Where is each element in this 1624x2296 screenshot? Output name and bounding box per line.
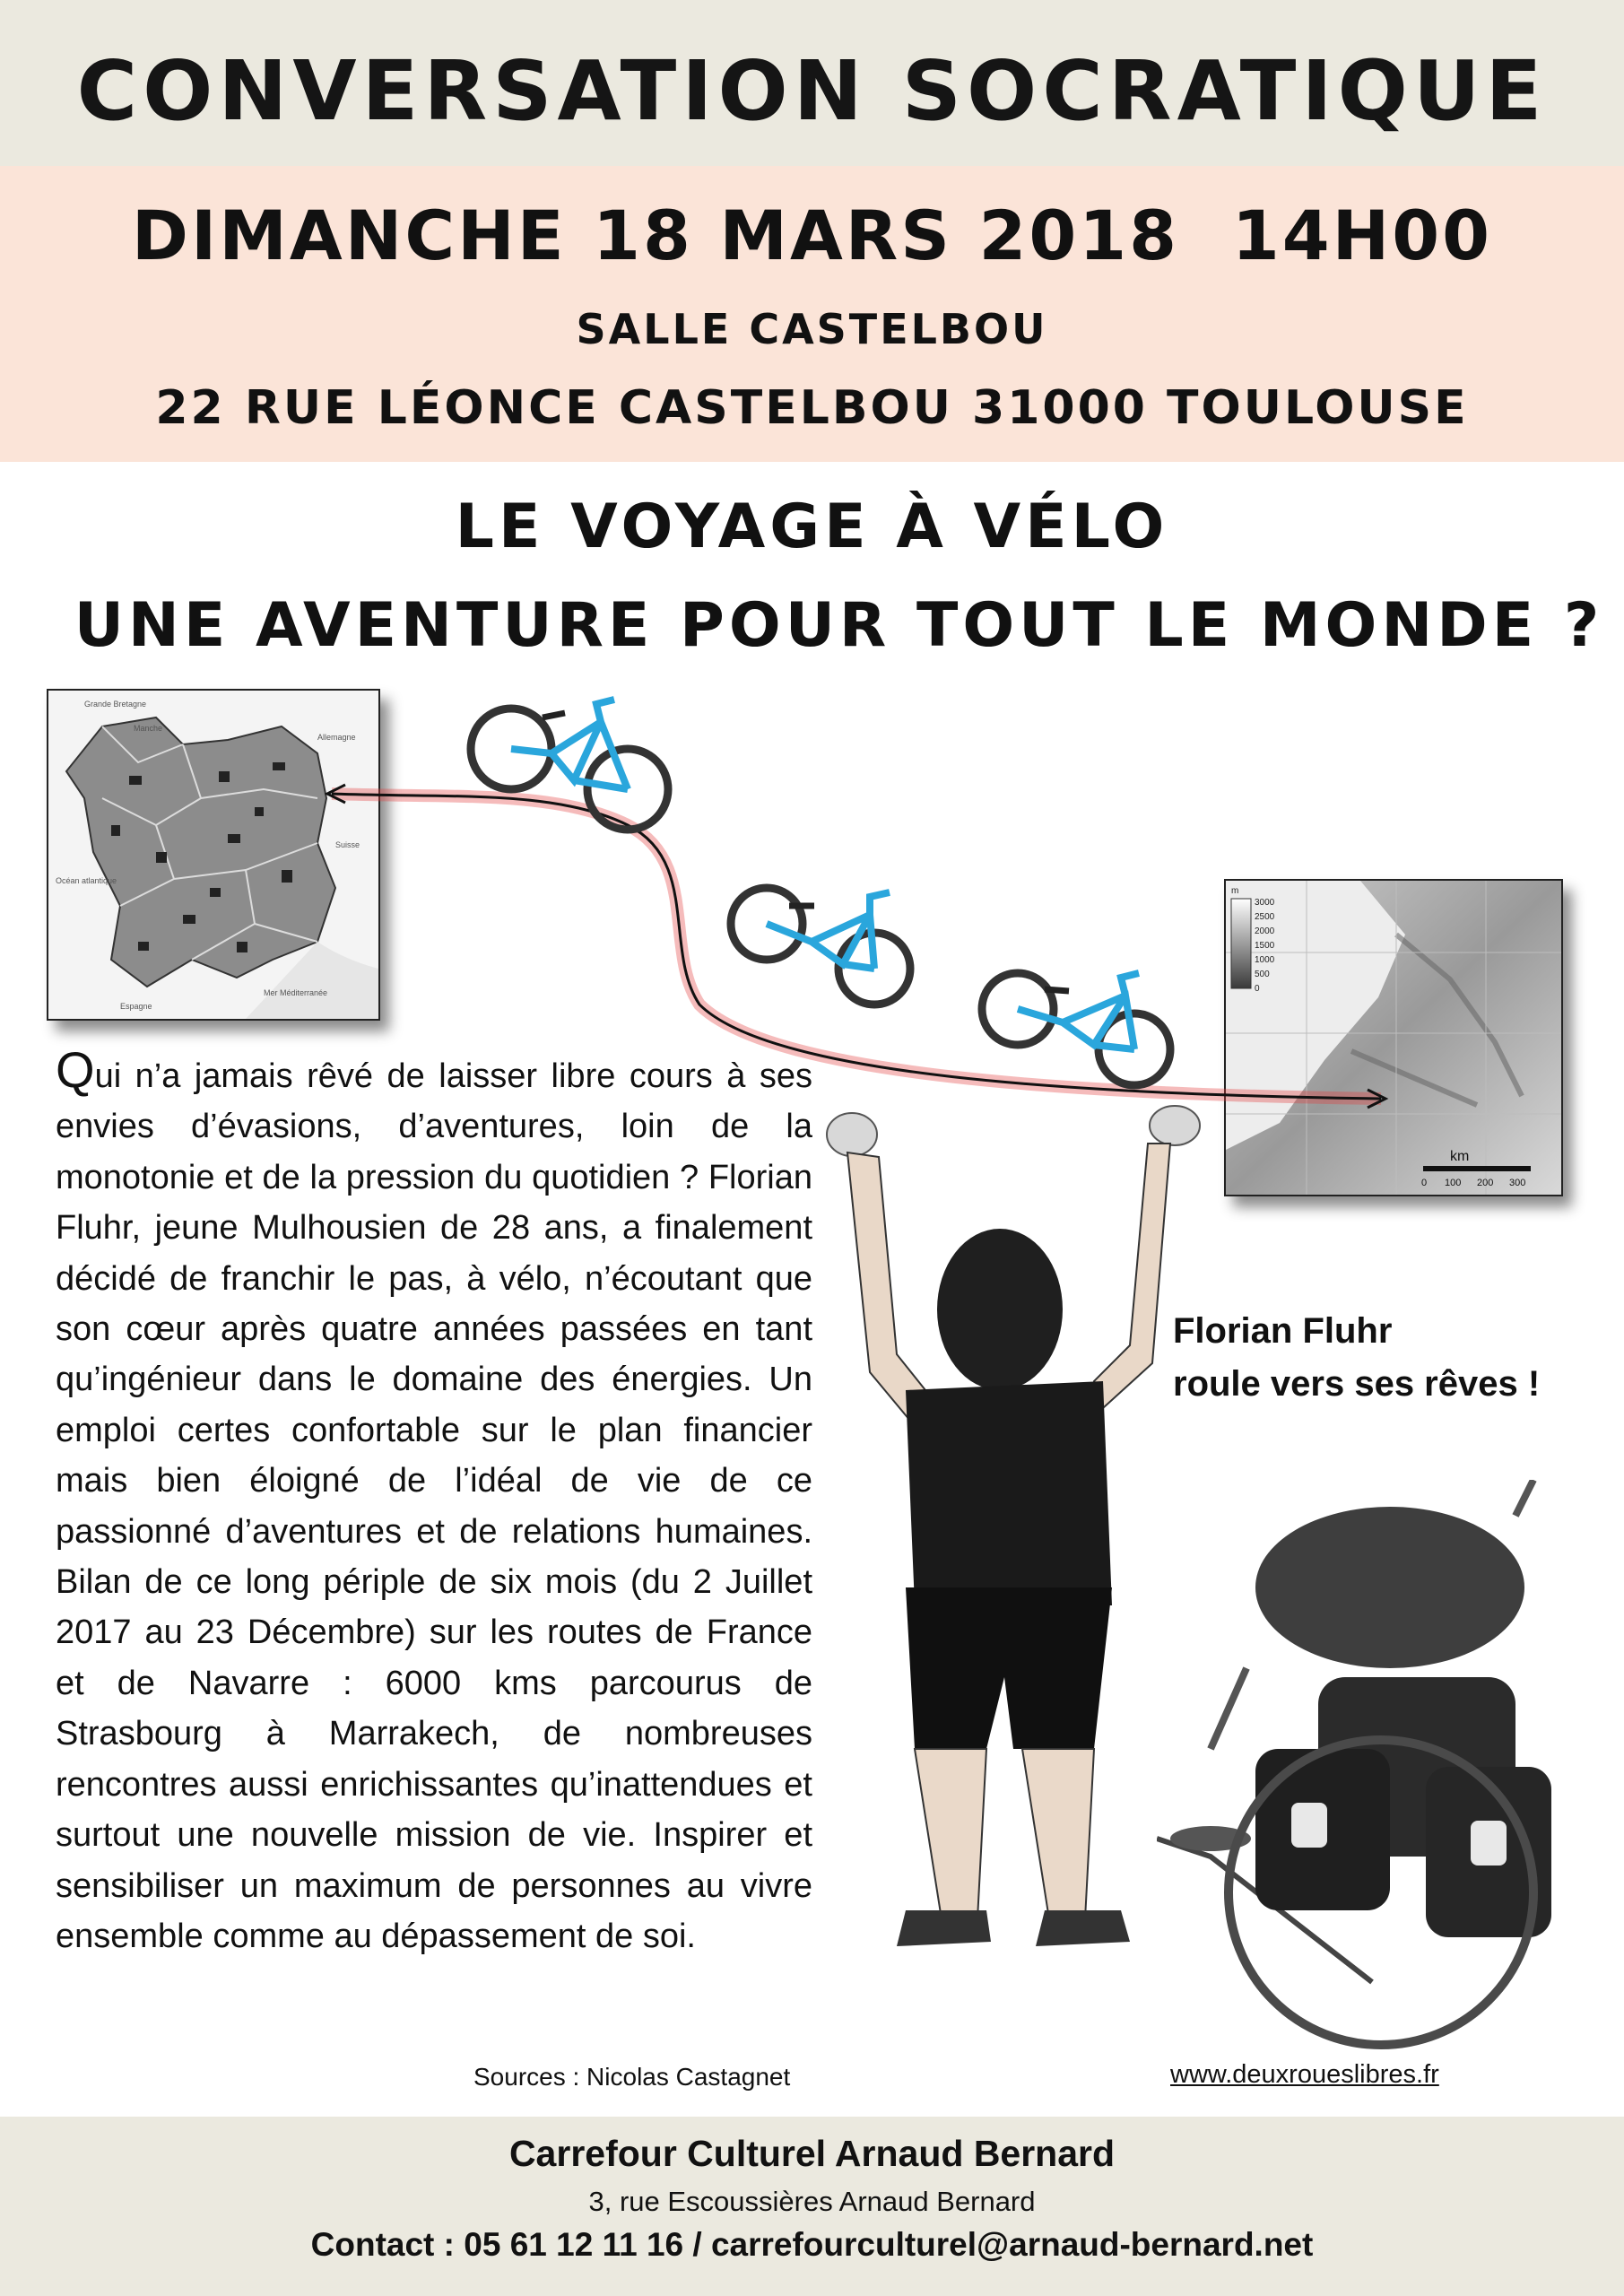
event-address: 22 RUE LÉONCE CASTELBOU 31000 TOULOUSE	[155, 381, 1469, 435]
map-label-uk: Grande Bretagne	[84, 700, 147, 709]
legend-unit: m	[1231, 886, 1239, 896]
photo-caption	[1173, 1305, 1540, 1411]
headline-line2: UNE AVENTURE POUR TOUT LE MONDE ?	[74, 590, 1604, 661]
legend-value: 1500	[1255, 941, 1275, 951]
legend-value: 2000	[1255, 926, 1275, 936]
map-label-germany: Allemagne	[317, 733, 356, 742]
caption-line2: roule vers ses rêves !	[1173, 1364, 1541, 1404]
event-title: CONVERSATION SOCRATIQUE	[76, 43, 1548, 139]
article-dropcap: Q	[56, 1041, 95, 1098]
article-body	[56, 1041, 812, 1961]
organizer-address: 3, rue Escoussières Arnaud Bernard	[588, 2186, 1036, 2217]
map-label-switzerland: Suisse	[335, 840, 360, 849]
scale-value: 0	[1421, 1178, 1428, 1188]
organizer-contact: Contact : 05 61 12 11 16 / carrefourculturel@arnaud-bernard.net	[310, 2226, 1314, 2263]
map-label-manche: Manche	[134, 724, 163, 733]
map-label-spain: Espagne	[120, 1002, 152, 1011]
legend-value: 2500	[1255, 912, 1275, 922]
bicycle-icon	[466, 682, 673, 834]
map-label-mediterranean: Mer Méditerranée	[264, 988, 328, 997]
bicycle-icon	[726, 874, 933, 1009]
event-venue: SALLE CASTELBOU	[576, 305, 1048, 353]
scale-unit: km	[1450, 1149, 1470, 1164]
scale-value: 200	[1477, 1178, 1494, 1188]
loaded-touring-bike-photo	[1157, 1480, 1587, 2054]
scale-value: 100	[1445, 1178, 1462, 1188]
map-label-atlantic: Océan atlantique	[56, 876, 117, 885]
event-date: DIMANCHE 18 MARS 2018 14H00	[131, 196, 1493, 275]
article-text: ui n’a jamais rêvé de laisser libre cours à ses envies d’évasions, d’aventures, loin de la monotonie et de la pression du quotidien ? Florian Fluhr, jeune Mulhousien de 28 ans, a finalement décidé de franchir le pas, à vélo, n’écoutant que son cœur après quatre années passées en tant qu’ingénieur dans le domaine des énergies. Un emploi certes confortable sur le plan financier mais bien éloigné de l’idéal de vie de ce passionné d’aventures et de relations humaines. Bilan de ce long périple de six mois (du 2 Juillet 2017 au 23 Décembre) sur les routes de France et de Navarre : 6000 kms parcourus de Strasbourg à Marrakech, de nombreuses rencontres aussi enrichissantes qu’inattendues et surtout une nouvelle mission de vie. Inspirer et sensibiliser un maximum de personnes au vivre ensemble comme au dépassement de soi.	[56, 1057, 812, 1955]
caption-line1: Florian Fluhr	[1173, 1311, 1393, 1351]
legend-value: 1000	[1255, 955, 1275, 965]
organizer-name: Carrefour Culturel Arnaud Bernard	[508, 2133, 1116, 2174]
legend-value: 3000	[1255, 898, 1275, 908]
website-link[interactable]: www.deuxroueslibres.fr	[1170, 2060, 1439, 2089]
legend-value: 0	[1255, 984, 1260, 994]
scale-value: 300	[1509, 1178, 1526, 1188]
headline-line1: LE VOYAGE À VÉLO	[455, 491, 1169, 562]
legend-value: 500	[1255, 970, 1270, 979]
bicycle-icon	[977, 955, 1184, 1090]
article-sources: Sources : Nicolas Castagnet	[473, 2063, 791, 2091]
